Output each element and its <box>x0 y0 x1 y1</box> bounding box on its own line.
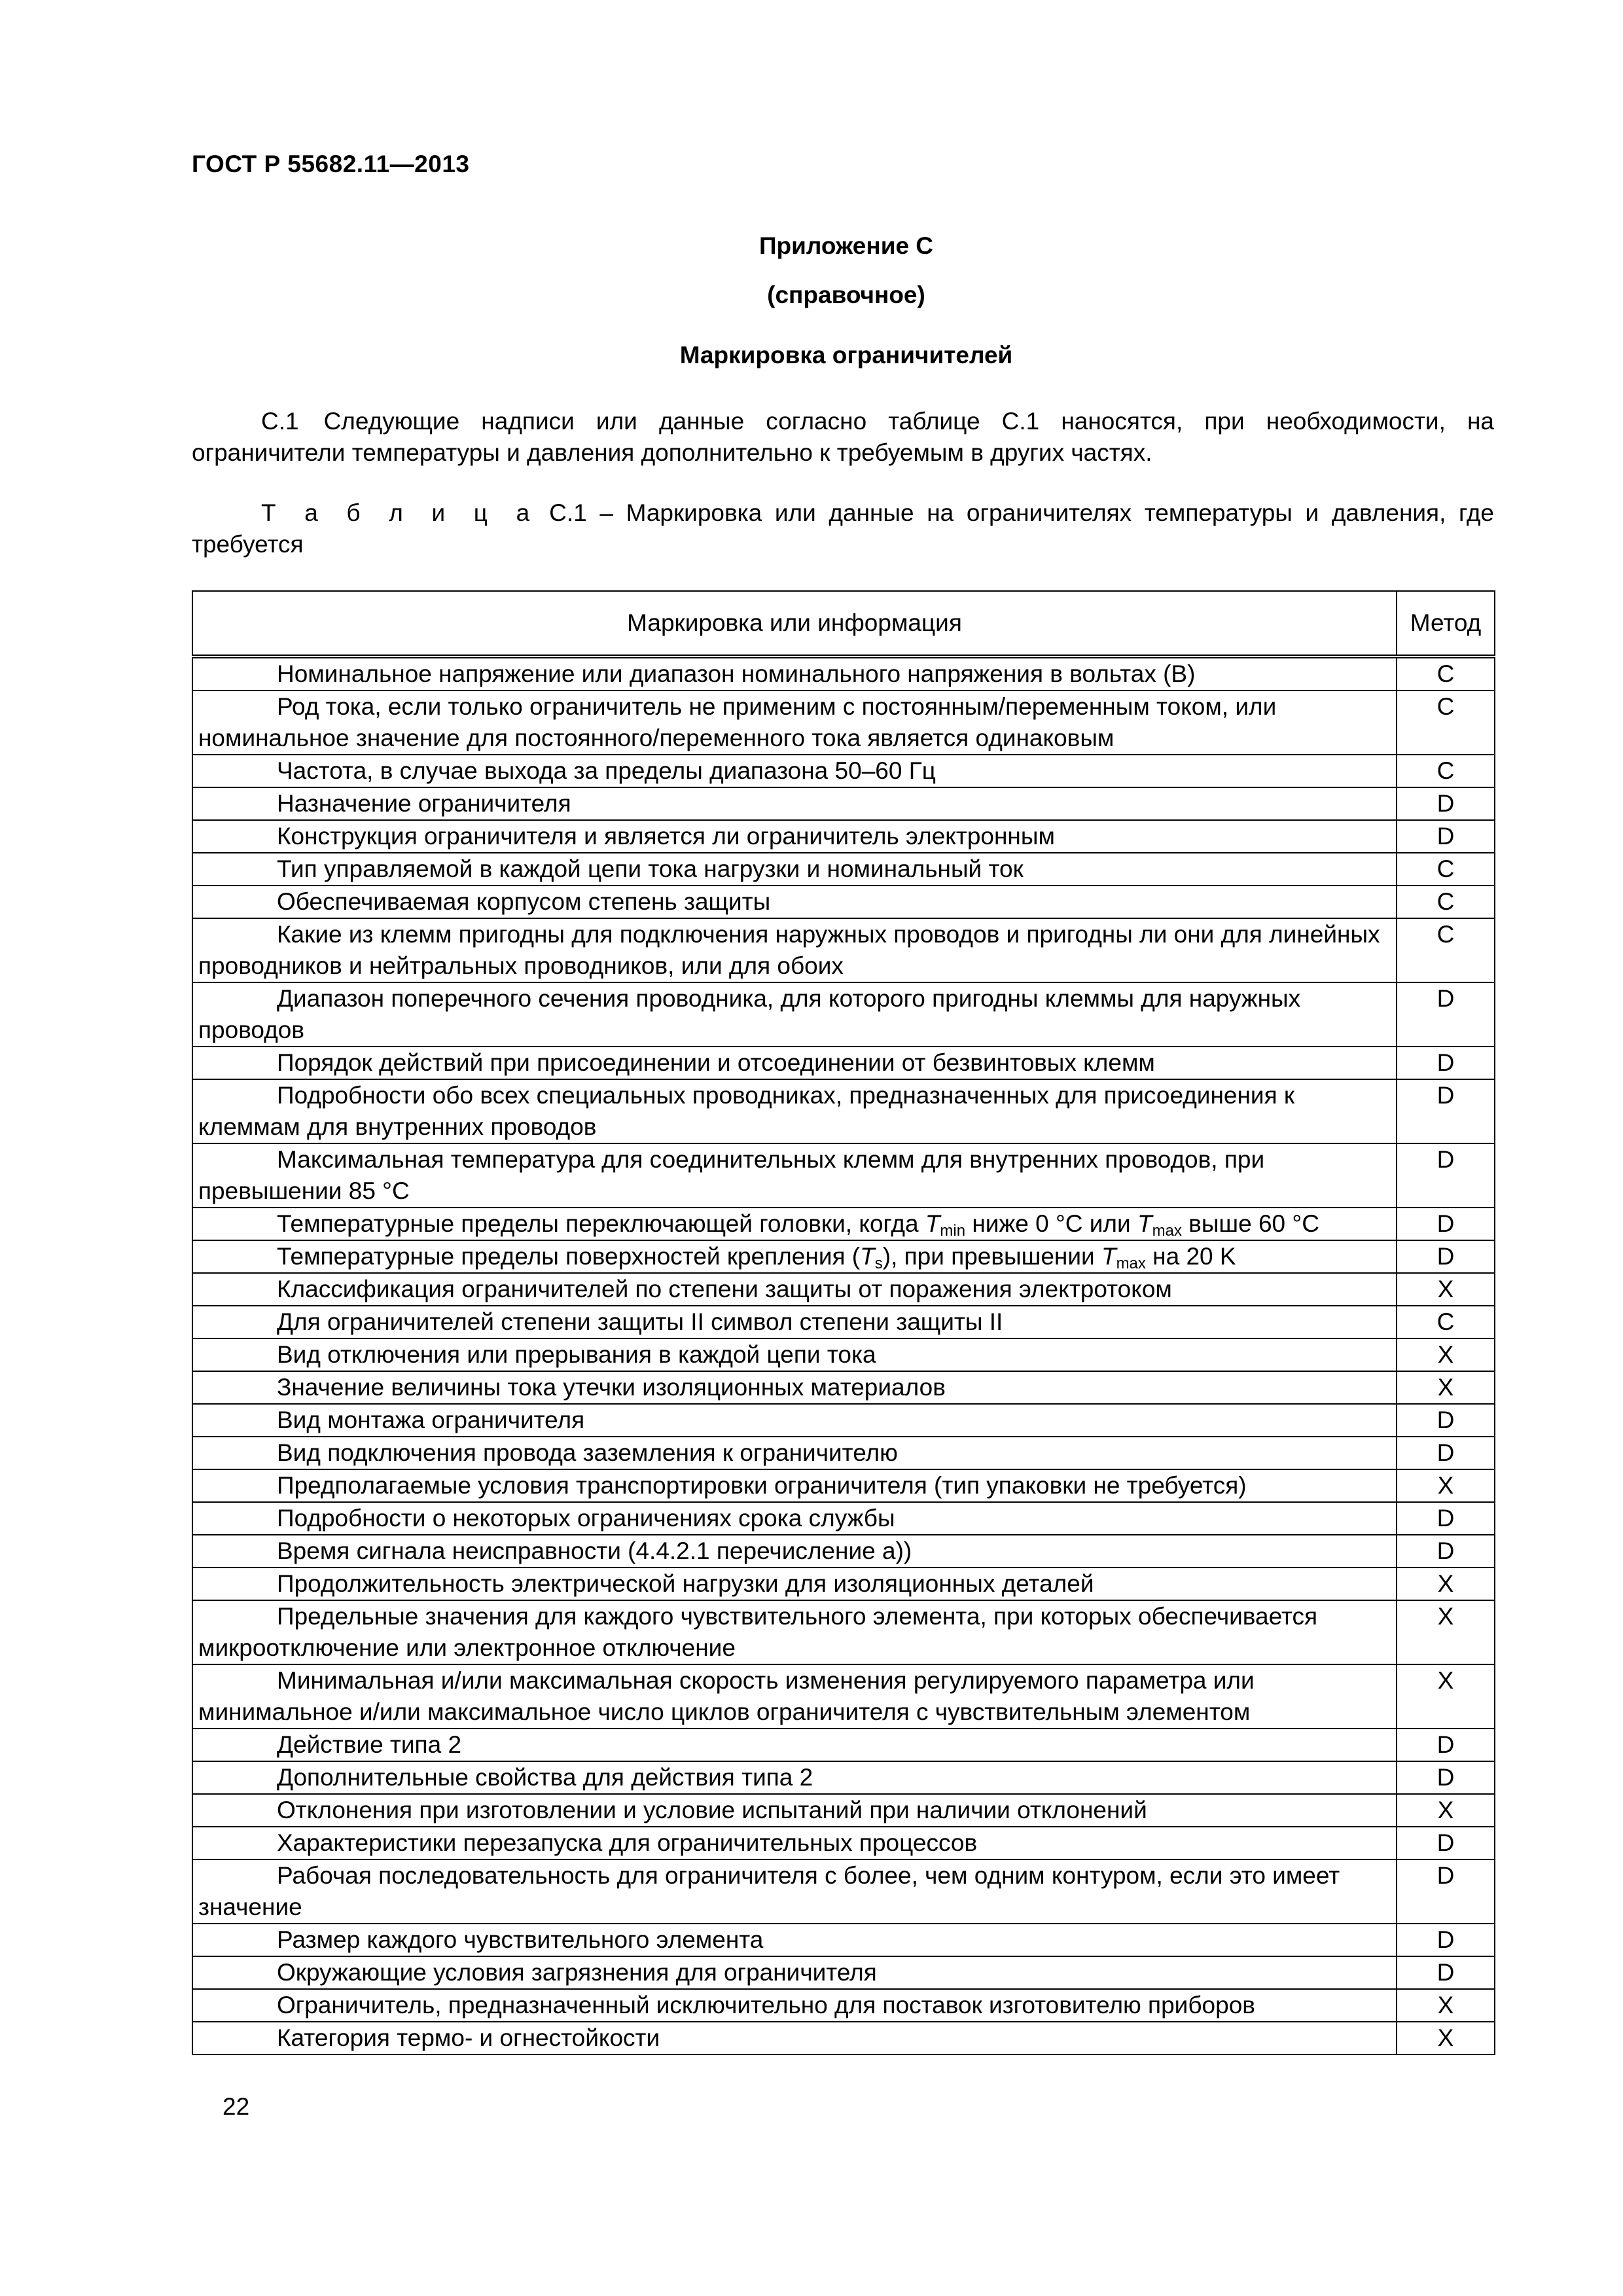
row-description: Вид монтажа ограничителя <box>192 1404 1397 1437</box>
table-caption <box>192 497 1494 560</box>
row-method: C <box>1397 691 1495 755</box>
marking-table <box>192 590 1495 2055</box>
table-row <box>192 886 1495 918</box>
row-subscript: s <box>874 1255 883 1272</box>
table-row <box>192 853 1495 886</box>
row-method: C <box>1397 886 1495 918</box>
annex-title: Приложение С <box>758 232 934 259</box>
annex-type: (справочное) <box>767 281 925 308</box>
table-row <box>192 1079 1495 1143</box>
table-row <box>192 691 1495 755</box>
row-method: D <box>1397 1437 1495 1469</box>
row-method: X <box>1397 1600 1495 1664</box>
table-caption-prefix: Т а б л и ц а <box>261 499 538 526</box>
row-method: D <box>1397 1535 1495 1568</box>
table-row <box>192 1761 1495 1794</box>
table-row <box>192 1924 1495 1956</box>
row-text-part: ниже 0 °C или <box>965 1210 1137 1237</box>
row-description: Значение величины тока утечки изоляционных материалов <box>192 1371 1397 1404</box>
table-row <box>192 1794 1495 1827</box>
table-row <box>192 1371 1495 1404</box>
row-method: D <box>1397 1079 1495 1143</box>
row-description <box>192 1240 1397 1273</box>
row-method: C <box>1397 656 1495 691</box>
row-method: X <box>1397 1989 1495 2022</box>
row-description: Размер каждого чувствительного элемента <box>192 1924 1397 1956</box>
row-description: Вид подключения провода заземления к ограничителю <box>192 1437 1397 1469</box>
table-row <box>192 1404 1495 1437</box>
row-variable: T <box>860 1243 875 1270</box>
table-row <box>192 820 1495 853</box>
row-text-part: Температурные пределы переключающей головки, когда <box>277 1210 925 1237</box>
table-row <box>192 1437 1495 1469</box>
row-description: Характеристики перезапуска для ограничительных процессов <box>192 1827 1397 1859</box>
table-row <box>192 1600 1495 1664</box>
row-description: Классификация ограничителей по степени защиты от поражения электротоком <box>192 1273 1397 1306</box>
table-row <box>192 1664 1495 1729</box>
row-description: Окружающие условия загрязнения для ограничителя <box>192 1956 1397 1989</box>
row-method: D <box>1397 820 1495 853</box>
table-row <box>192 1956 1495 1989</box>
annex-heading: Маркировка ограничителей <box>679 342 1013 368</box>
paragraph-text: Следующие надписи или данные согласно таблице С.1 наносятся, при необходимости, на ограничители температуры и давления дополнительно к требуемым в других частях. <box>192 408 1494 466</box>
row-method: X <box>1397 2022 1495 2054</box>
row-variable: T <box>1101 1243 1116 1270</box>
table-row <box>192 755 1495 787</box>
row-description: Подробности обо всех специальных проводниках, предназначенных для присоединения к клеммам для внутренних проводов <box>192 1079 1397 1143</box>
row-description: Для ограничителей степени защиты II символ степени защиты II <box>192 1306 1397 1338</box>
row-method: D <box>1397 1761 1495 1794</box>
row-method: D <box>1397 1729 1495 1761</box>
row-method: D <box>1397 1143 1495 1208</box>
table-row <box>192 1240 1495 1273</box>
row-description: Отклонения при изготовлении и условие испытаний при наличии отклонений <box>192 1794 1397 1827</box>
row-method: X <box>1397 1469 1495 1502</box>
table-row <box>192 1989 1495 2022</box>
table-row <box>192 1729 1495 1761</box>
row-description: Минимальная и/или максимальная скорость изменения регулируемого параметра или минимальное и/или максимальное число циклов ограничителя с чувствительным элементом <box>192 1664 1397 1729</box>
table-row <box>192 1568 1495 1600</box>
row-subscript: max <box>1116 1255 1146 1272</box>
row-text-part: ), при превышении <box>882 1243 1101 1270</box>
header-method: Метод <box>1397 591 1495 656</box>
row-method: X <box>1397 1568 1495 1600</box>
row-description: Предполагаемые условия транспортировки ограничителя (тип упаковки не требуется) <box>192 1469 1397 1502</box>
table-row <box>192 1306 1495 1338</box>
table-row <box>192 1143 1495 1208</box>
table-row <box>192 1273 1495 1306</box>
row-description: Какие из клемм пригодны для подключения наружных проводов и пригодны ли они для линейных проводников и нейтральных проводников, или для обоих <box>192 918 1397 982</box>
header-marking-info: Маркировка или информация <box>192 591 1397 656</box>
row-method: C <box>1397 918 1495 982</box>
table-row <box>192 982 1495 1047</box>
row-description: Род тока, если только ограничитель не применим с постоянным/переменным током, или номинальное значение для постоянного/переменного тока является одинаковым <box>192 691 1397 755</box>
table-row <box>192 2022 1495 2054</box>
row-method: D <box>1397 1859 1495 1924</box>
row-method: D <box>1397 1208 1495 1240</box>
row-description: Ограничитель, предназначенный исключительно для поставок изготовителю приборов <box>192 1989 1397 2022</box>
row-description: Подробности о некоторых ограничениях срока службы <box>192 1502 1397 1535</box>
table-row <box>192 1338 1495 1371</box>
row-description: Дополнительные свойства для действия типа 2 <box>192 1761 1397 1794</box>
row-subscript: min <box>940 1222 966 1240</box>
table-row <box>192 1047 1495 1079</box>
paragraph-c1 <box>192 406 1494 469</box>
row-description: Время сигнала неисправности (4.4.2.1 перечисление а)) <box>192 1535 1397 1568</box>
row-description: Предельные значения для каждого чувствительного элемента, при которых обеспечивается микроотключение или электронное отключение <box>192 1600 1397 1664</box>
table-body <box>192 656 1495 2054</box>
row-method: D <box>1397 1956 1495 1989</box>
row-method: D <box>1397 1924 1495 1956</box>
row-method: D <box>1397 1502 1495 1535</box>
row-description: Максимальная температура для соединительных клемм для внутренних проводов, при превышении 85 °C <box>192 1143 1397 1208</box>
row-method: D <box>1397 787 1495 820</box>
row-description: Частота, в случае выхода за пределы диапазона 50–60 Гц <box>192 755 1397 787</box>
row-method: X <box>1397 1794 1495 1827</box>
document-header: ГОСТ Р 55682.11—2013 <box>192 151 470 177</box>
table-row <box>192 787 1495 820</box>
row-description: Конструкция ограничителя и является ли ограничитель электронным <box>192 820 1397 853</box>
page-number: 22 <box>223 2093 250 2120</box>
row-method: D <box>1397 982 1495 1047</box>
row-method: X <box>1397 1664 1495 1729</box>
row-description: Вид отключения или прерывания в каждой цепи тока <box>192 1338 1397 1371</box>
row-method: X <box>1397 1273 1495 1306</box>
row-variable: T <box>1137 1210 1152 1237</box>
row-description: Диапазон поперечного сечения проводника, для которого пригодны клеммы для наружных проводов <box>192 982 1397 1047</box>
row-method: D <box>1397 1047 1495 1079</box>
table-header-row <box>192 591 1495 656</box>
table-row <box>192 656 1495 691</box>
row-description: Действие типа 2 <box>192 1729 1397 1761</box>
table-row <box>192 1208 1495 1240</box>
row-description: Тип управляемой в каждой цепи тока нагрузки и номинальный ток <box>192 853 1397 886</box>
paragraph-number: С.1 <box>261 408 299 435</box>
row-variable: T <box>925 1210 940 1237</box>
row-description: Номинальное напряжение или диапазон номинального напряжения в вольтах (В) <box>192 656 1397 691</box>
row-subscript: max <box>1152 1222 1182 1240</box>
row-description <box>192 1208 1397 1240</box>
row-method: D <box>1397 1404 1495 1437</box>
row-method: D <box>1397 1827 1495 1859</box>
row-method: X <box>1397 1371 1495 1404</box>
row-description: Категория термо- и огнестойкости <box>192 2022 1397 2054</box>
row-method: X <box>1397 1338 1495 1371</box>
row-method: C <box>1397 755 1495 787</box>
table-row <box>192 918 1495 982</box>
row-method: D <box>1397 1240 1495 1273</box>
row-text-part: на 20 K <box>1145 1243 1236 1270</box>
table-row <box>192 1827 1495 1859</box>
row-text-part: выше 60 °C <box>1181 1210 1319 1237</box>
row-method: C <box>1397 1306 1495 1338</box>
table-row <box>192 1469 1495 1502</box>
row-description: Назначение ограничителя <box>192 787 1397 820</box>
row-method: C <box>1397 853 1495 886</box>
row-description: Порядок действий при присоединении и отсоединении от безвинтовых клемм <box>192 1047 1397 1079</box>
table-row <box>192 1535 1495 1568</box>
row-description: Продолжительность электрической нагрузки для изоляционных деталей <box>192 1568 1397 1600</box>
table-row <box>192 1502 1495 1535</box>
table-caption-text: С.1 – Маркировка или данные на ограничителях температуры и давления, где требуется <box>192 499 1495 558</box>
row-description: Обеспечиваемая корпусом степень защиты <box>192 886 1397 918</box>
row-description: Рабочая последовательность для ограничителя с более, чем одним контуром, если это имеет значение <box>192 1859 1397 1924</box>
table-row <box>192 1859 1495 1924</box>
row-text-part: Температурные пределы поверхностей крепления ( <box>277 1243 861 1270</box>
